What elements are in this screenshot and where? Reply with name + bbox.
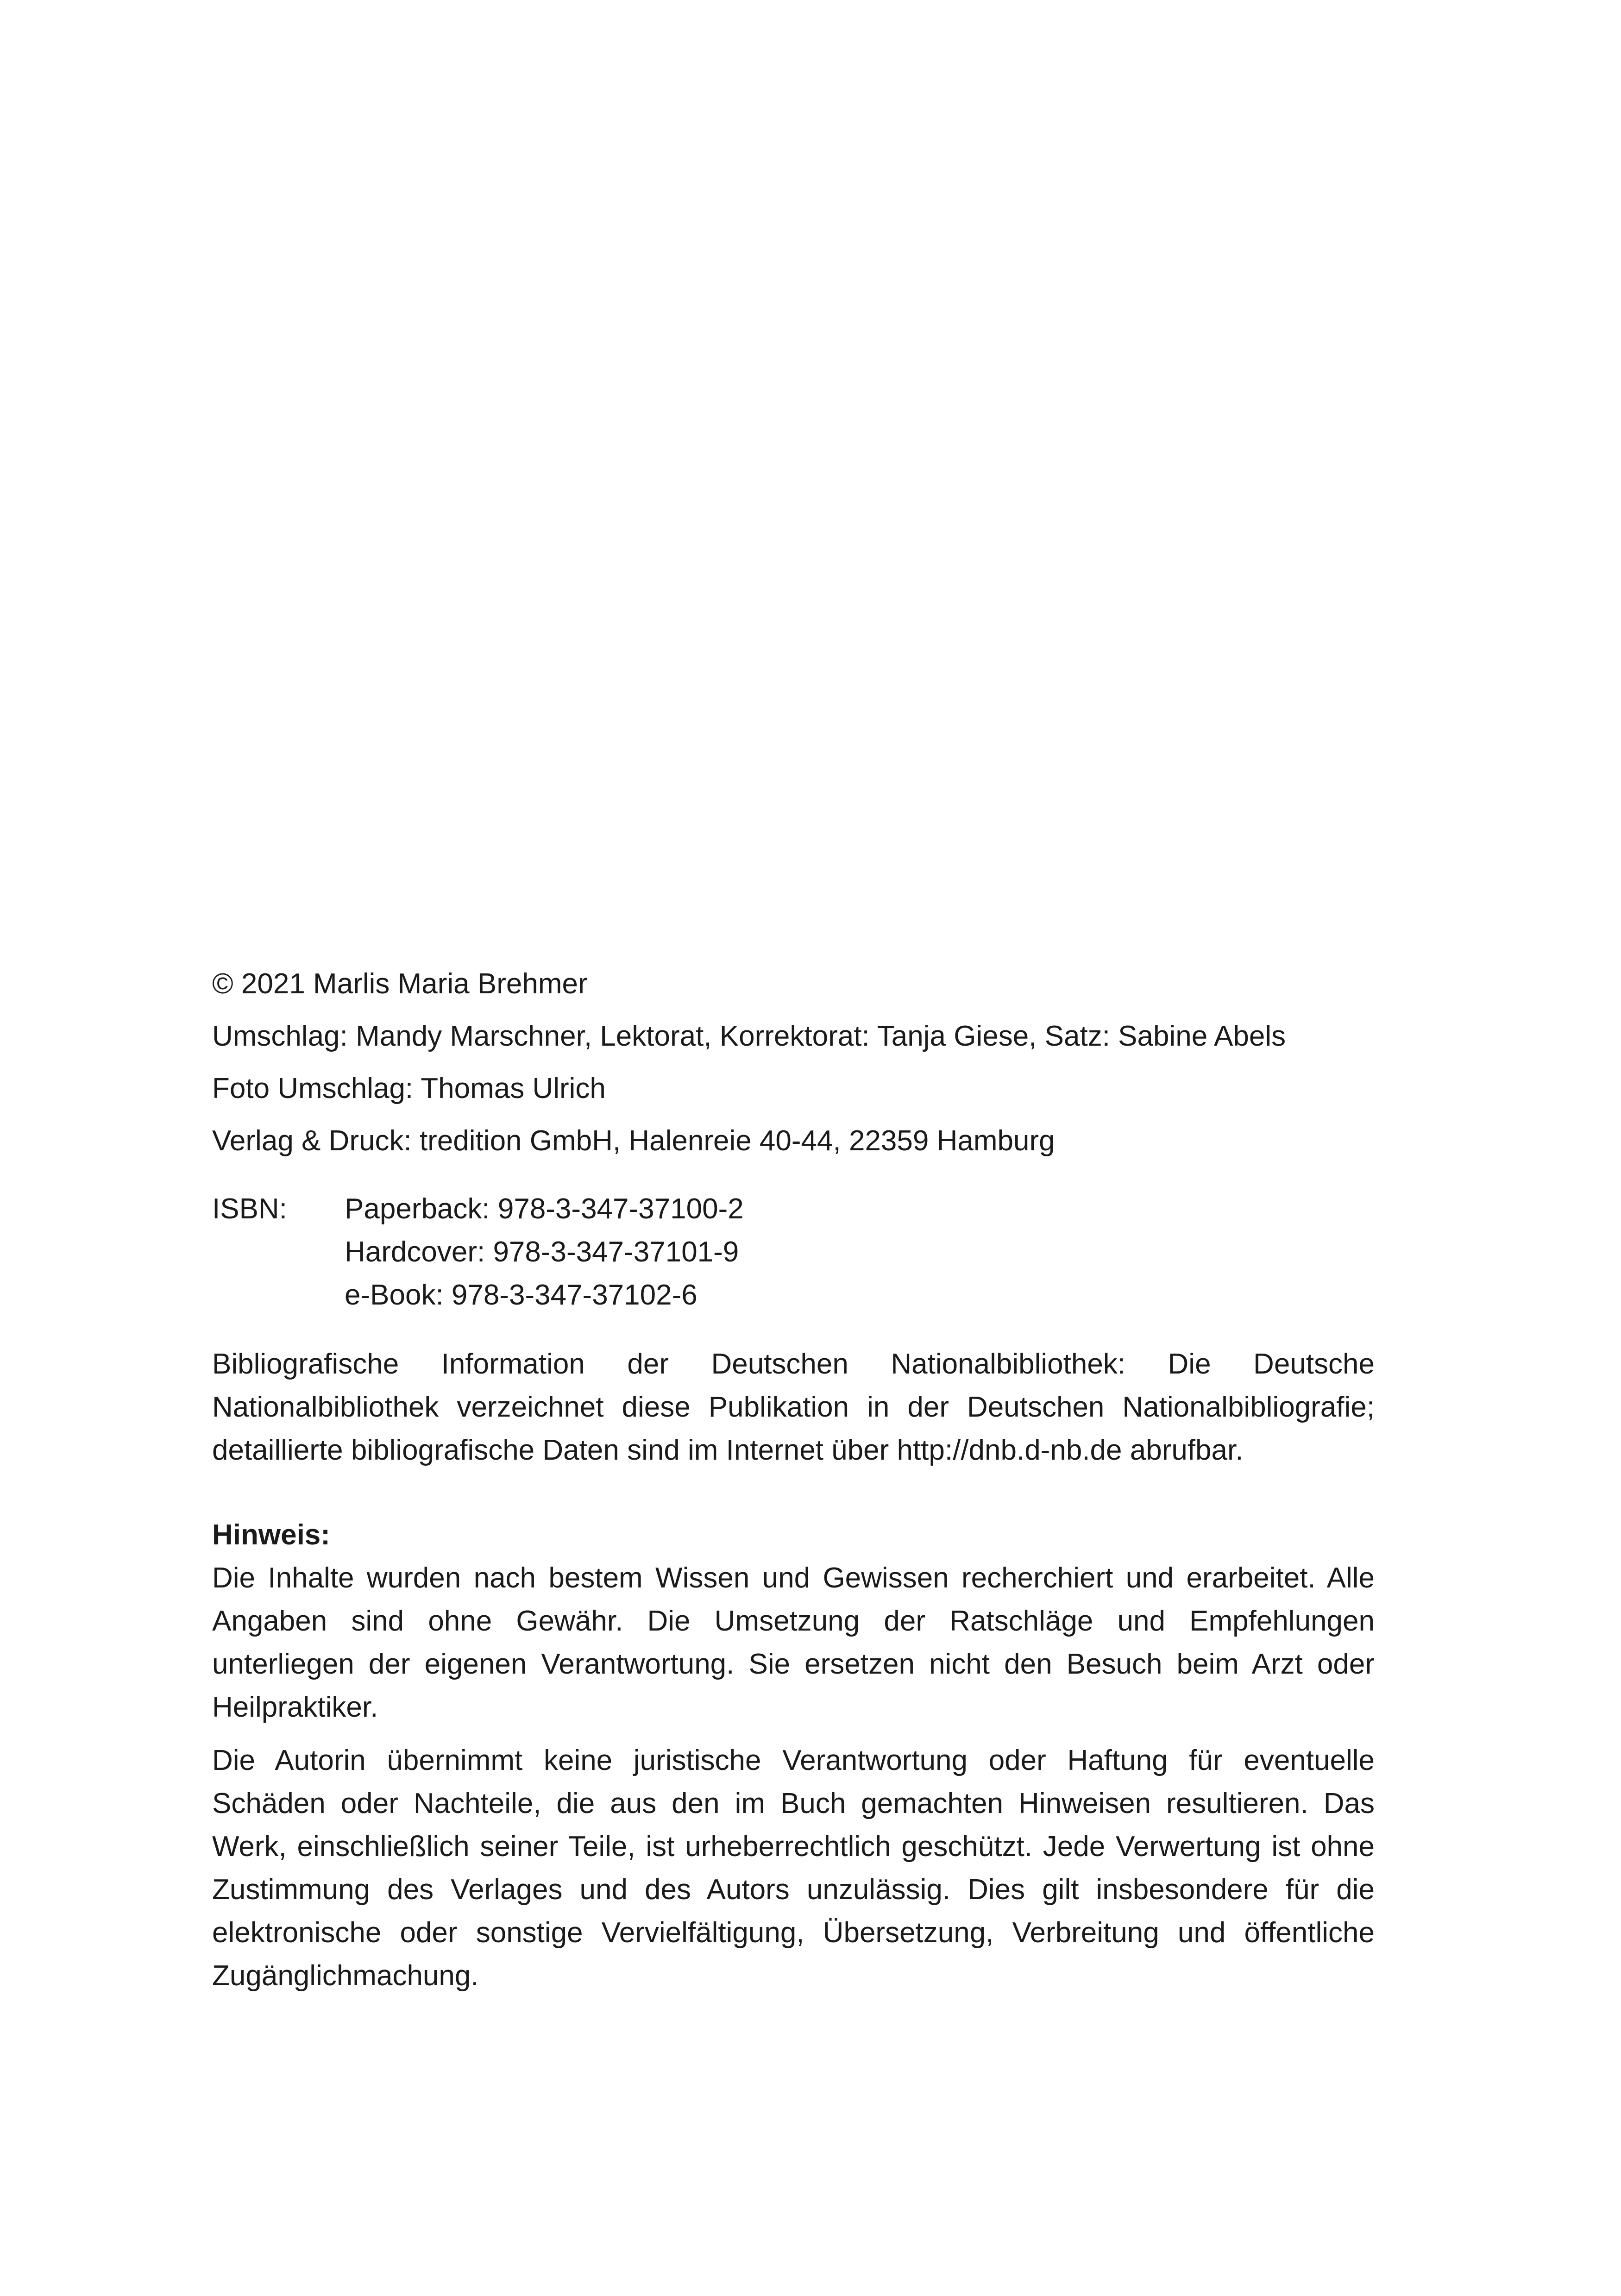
- isbn-ebook: e-Book: 978-3-347-37102-6: [345, 1279, 697, 1311]
- isbn-paperback: Paperback: 978-3-347-37100-2: [345, 1193, 744, 1225]
- imprint-block: [212, 962, 1375, 1997]
- bibliographic-info: Bibliografische Information der Deutschen Nationalbibliothek: Die Deutsche Nationalbibliothek verzeichnet diese Publikation in der Deutschen Nationalbibliografie; detaillierte bibliografische Daten sind im Internet über http://dnb.d-nb.de abrufbar.: [212, 1348, 1375, 1466]
- publisher-line: Verlag & Druck: tredition GmbH, Halenreie 40-44, 22359 Hamburg: [212, 1125, 1055, 1157]
- isbn-block: [212, 1187, 1375, 1317]
- isbn-label: ISBN:: [212, 1193, 287, 1225]
- notice-paragraph-2: Die Autorin übernimmt keine juristische Verantwortung oder Haftung für eventuelle Schäden oder Nachteile, die aus den im Buch gemachten Hinweisen resultieren. Das Werk, einschließlich seiner Teile, ist urheberrechtlich geschützt. Jede Verwertung ist ohne Zustimmung des Verlages und des Autors unzulässig. Dies gilt insbesondere für die elektronische oder sonstige Vervielfältigung, Übersetzung, Verbreitung und öffentliche Zugänglichmachung.: [212, 1744, 1375, 1992]
- notice-title: Hinweis:: [212, 1519, 330, 1551]
- credits-line: Umschlag: Mandy Marschner, Lektorat, Korrektorat: Tanja Giese, Satz: Sabine Abels: [212, 1020, 1286, 1052]
- notice-paragraph-1: Die Inhalte wurden nach bestem Wissen und Gewissen recherchiert und erarbeitet. Alle Angaben sind ohne Gewähr. Die Umsetzung der Ratschläge und Empfehlungen unterliegen der eigenen Verantwortung. Sie ersetzen nicht den Besuch beim Arzt oder Heilpraktiker.: [212, 1562, 1375, 1723]
- isbn-list: [345, 1187, 744, 1317]
- cover-photo-line: Foto Umschlag: Thomas Ulrich: [212, 1073, 606, 1104]
- copyright-line: © 2021 Marlis Maria Brehmer: [212, 968, 588, 1000]
- isbn-hardcover: Hardcover: 978-3-347-37101-9: [345, 1236, 739, 1268]
